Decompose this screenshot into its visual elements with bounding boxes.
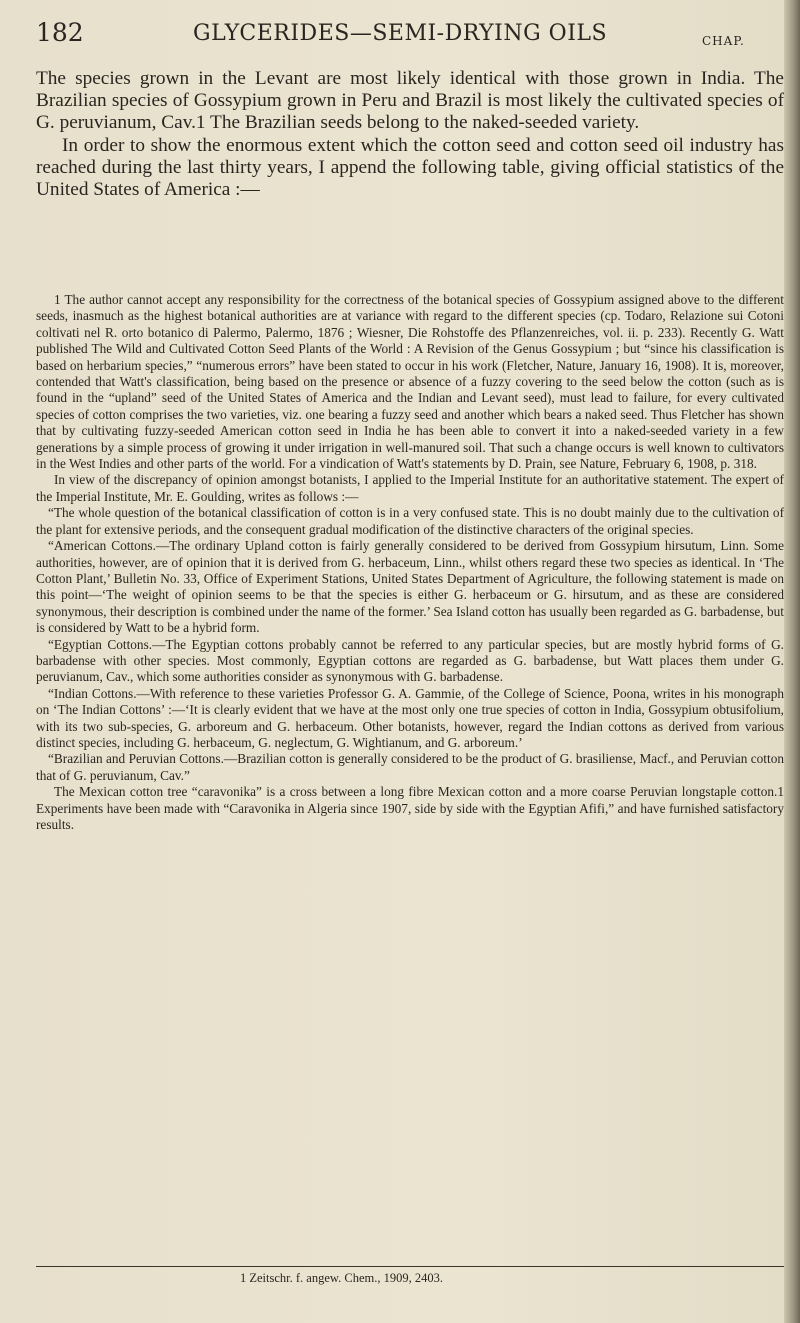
footnote-quote-egyptian: “Egyptian Cottons.—The Egyptian cottons probably cannot be referred to any particular species, but are mostly hybrid forms of G. barbadense with other species. Most commonly, Egyptian cottons are regarded as G. barbadense, but Watt places them under G. peruvianum, Cav., which some authorities consider as synonymous with G. barbadense. [36, 636, 784, 685]
footnote-paragraph: In view of the discrepancy of opinion amongst botanists, I applied to the Imperial Institute for an authoritative statement. The expert of the Imperial Institute, Mr. E. Goulding, writes as follows :— [36, 472, 784, 504]
footnote-quote-brazilian: “Brazilian and Peruvian Cottons.—Brazilian cotton is generally considered to be the product of G. brasiliense, Macf., and Peruvian cotton that of G. peruvianum, Cav.” [36, 751, 784, 783]
main-text [36, 68, 784, 201]
footnote-1 [36, 292, 784, 833]
chapter-marker: CHAP. [702, 34, 745, 48]
footnote-quote-indian: “Indian Cottons.—With reference to these varieties Professor G. A. Gammie, of the College of Science, Poona, writes in his monograph on ‘The Indian Cottons’ :—‘It is clearly evident that we have at the most only one true species of cotton in India, Gossypium obtusifolium, with its two sub-species, G. arboreum and G. herbaceum. Other botanists, however, regard the Indian cottons as derived from various distinct species, including G. herbaceum, G. neglectum, G. Wightianum, and G. arboreum.’ [36, 685, 784, 750]
footnote-paragraph: 1 The author cannot accept any responsibility for the correctness of the botanical species of Gossypium assigned above to the different seeds, inasmuch as the highest botanical authorities are at variance with regard to the different species (cp. Todaro, Relazione sui Cotoni coltivati nel R. orto botanico di Palermo, Palermo, 1876 ; Wiesner, Die Rohstoffe des Pflanzenreiches, vol. ii. p. 233). Recently G. Watt published The Wild and Cultivated Cotton Seed Plants of the World : A Revision of the Genus Gossypium ; but “since his classification is based on herbarium species,” “numerous errors” have been stated to occur in his work (Fletcher, Nature, January 16, 1908). It is, moreover, contended that Watt's classification, being based on the presence or absence of a fuzzy covering to the seed below the cotton (such as is found in the “upland” seed of the United States of America and the Indian and Levant seed), must lead to failure, for every cultivated species of cotton comprises the two varieties, viz. one bearing a fuzzy seed and another which bears a naked seed. Thus Fletcher has shown that by cultivating fuzzy-seeded American cotton seed in India he has been able to convert it into a naked-seeded variety in a few generations by a simple process of growing it under irrigation in well-manured soil. That such a change occurs is well known to cultivators in the West Indies and other parts of the world. For a vindication of Watt's statements by D. Prain, see Nature, February 6, 1908, p. 318. [36, 292, 784, 472]
running-title: GLYCERIDES—SEMI-DRYING OILS [193, 21, 608, 46]
page-header [0, 18, 790, 54]
page-number: 182 [36, 18, 84, 47]
footnote-paragraph-mexican: The Mexican cotton tree “caravonika” is a cross between a long fibre Mexican cotton and a more coarse Peruvian longstaple cotton.1 Experiments have been made with “Caravonika in Algeria since 1907, side by side with the Egyptian Afifi,” and have furnished satisfactory results. [36, 784, 784, 832]
paragraph-2: In order to show the enormous extent which the cotton seed and cotton seed oil industry has reached during the last thirty years, I append the following table, giving official statistics of the United States of America :— [36, 134, 784, 201]
footnote-quote: “The whole question of the botanical classification of cotton is in a very confused state. This is no doubt mainly due to the cultivation of the plant for extensive periods, and the consequent gradual modification of the distinctive characters of the original species. [36, 505, 784, 537]
footnote-rule [36, 1266, 784, 1267]
footnote-quote-american: “American Cottons.—The ordinary Upland cotton is fairly generally considered to be derived from Gossypium hirsutum, Linn. Some authorities, however, are of opinion that it is derived from G. herbaceum, Linn., whilst others regard these two species as identical. In ‘The Cotton Plant,’ Bulletin No. 33, Office of Experiment Stations, United States Department of Agriculture, the following statement is made on this point—‘The weight of opinion seems to be that the species is either G. herbaceum or G. hirsutum, and as these are considered synonymous, their description is combined under the name of the former.’ Sea Island cotton has usually been regarded as G. barbadense, but is considered by Watt to be a hybrid form. [36, 538, 784, 636]
footnote-2: 1 Zeitschr. f. angew. Chem., 1909, 2403. [240, 1271, 443, 1285]
page-edge [784, 0, 800, 1323]
paragraph-1: The species grown in the Levant are most likely identical with those grown in India. The Brazilian species of Gossypium grown in Peru and Brazil is most likely the cultivated species of G. peruvianum, Cav.1 The Brazilian seeds belong to the naked-seeded variety. [36, 68, 784, 134]
